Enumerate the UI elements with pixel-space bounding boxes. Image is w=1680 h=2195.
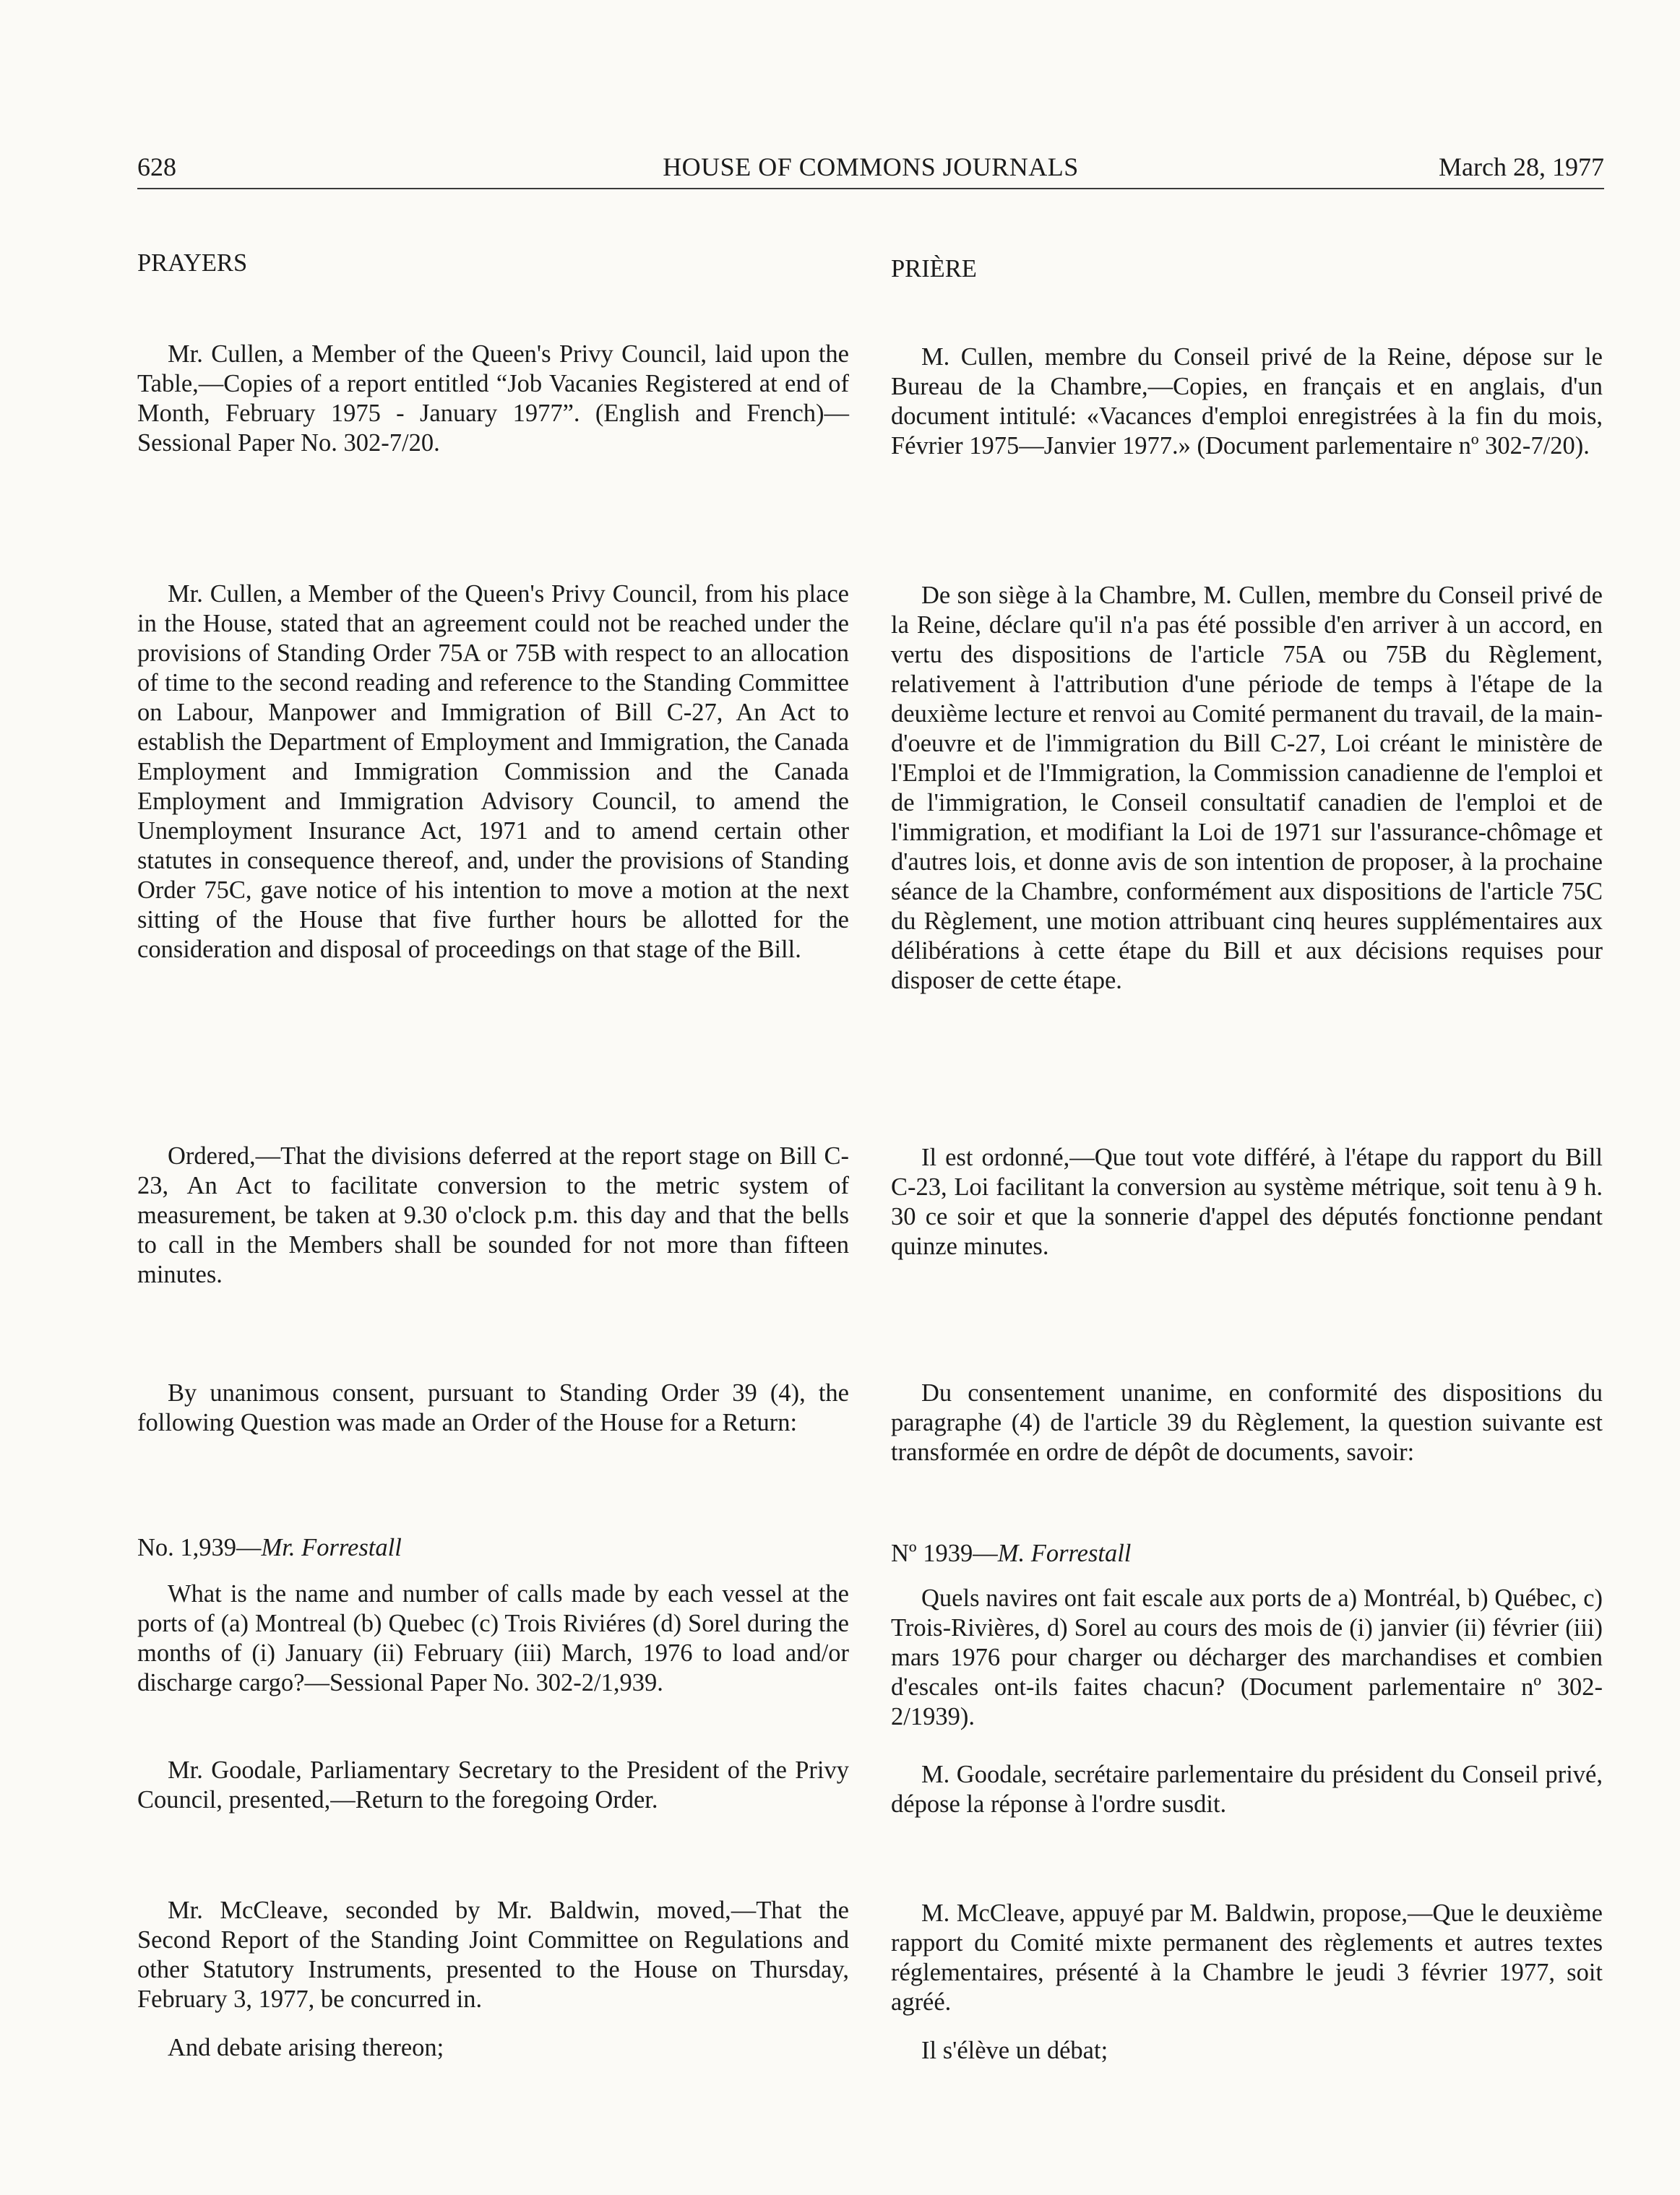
- en-para-debate: And debate arising thereon;: [168, 2034, 444, 2061]
- fr-para-ordered: Il est ordonné,—Que tout vote différé, à l'étape du rapport du Bill C-23, Loi facilitant la conversion au système métrique, soit tenu à 9 h. 30 ce soir et que la sonnerie d'appel des députés fonctionne pendant quinze minutes.: [891, 1144, 1603, 1260]
- fr-para-job-vacancies: M. Cullen, membre du Conseil privé de la Reine, dépose sur le Bureau de la Chambre,—Copies, en français et en anglais, d'un document intitulé: «Vacances d'emploi enregistrées à la fin du mois, Février 1975—Janvier 1977.» (Document parlementaire nº 302-7/20).: [891, 343, 1603, 460]
- en-para-job-vacancies: Mr. Cullen, a Member of the Queen's Privy Council, laid upon the Table,—Copies of a report entitled “Job Vacanies Registered at end of Month, February 1975 - January 1977”. (English and French)—Sessional Paper No. 302-7/20.: [137, 340, 849, 457]
- fr-para-bill-c27: De son siège à la Chambre, M. Cullen, membre du Conseil privé de la Reine, déclare qu'il n'a pas été possible d'en arriver à un accord, en vertu des dispositions de l'article 75A ou 75B du Règlement, relativement à l'attribution d'une période de temps à l'étape de la deuxième lecture et renvoi au Comité permanent du travail, de la main-d'oeuvre et de l'immigration du Bill C-27, Loi créant le ministère de l'Emploi et de l'Immigration, la Commission canadienne de l'emploi et de l'immigration, le Conseil consultatif canadien de l'emploi et de l'immigration, et modifiant la Loi de 1971 sur l'assurance-chômage et d'autres lois, et donne avis de son intention de proposer, à la prochaine séance de la Chambre, conformément aux dispositions de l'article 75C du Règlement, une motion attribuant cinq heures supplémentaires aux délibérations à cette étape du Bill et aux décisions requises pour disposer de cette étape.: [891, 582, 1603, 994]
- fr-para-debate: Il s'élève un débat;: [921, 2037, 1108, 2064]
- page-number: 628: [137, 152, 176, 181]
- en-para-unanimous-consent: By unanimous consent, pursuant to Standing Order 39 (4), the following Question was made an Order of the House for a Return:: [137, 1379, 849, 1436]
- fr-question-text: Quels navires ont fait escale aux ports de a) Montréal, b) Québec, c) Trois-Rivières, d) Sorel au cours des mois de (i) janvier (ii) février (iii) mars 1976 pour charger ou décharger des marchandises et combien d'escales ont-ils faites chacun? (Document parlementaire nº 302-2/1939).: [891, 1584, 1603, 1730]
- fr-para-mccleave: M. McCleave, appuyé par M. Baldwin, propose,—Que le deuxième rapport du Comité mixte permanent des règlements et autres textes réglementaires, présenté à la Chambre le jeudi 3 février 1977, soit agréé.: [891, 1899, 1603, 2016]
- en-para-ordered: Ordered,—That the divisions deferred at the report stage on Bill C-23, An Act to facilitate conversion to the metric system of measurement, be taken at 9.30 o'clock p.m. this day and that the bells to call in the Members shall be sounded for not more than fifteen minutes.: [137, 1142, 849, 1288]
- issue-date: March 28, 1977: [1439, 152, 1604, 181]
- fr-question-number-text: Nº 1939—: [891, 1540, 998, 1567]
- en-question-member: Mr. Forrestall: [261, 1534, 402, 1561]
- fr-para-unanimous-consent: Du consentement unanime, en conformité des dispositions du paragraphe (4) de l'article 39 du Règlement, la question suivante est transformée en ordre de dépôt de documents, savoir:: [891, 1379, 1603, 1466]
- fr-question-member: M. Forrestall: [997, 1540, 1132, 1567]
- fr-para-goodale: M. Goodale, secrétaire parlementaire du président du Conseil privé, dépose la réponse à l'ordre susdit.: [891, 1761, 1603, 1818]
- fr-question-number: [891, 1539, 1603, 1569]
- en-para-mccleave: Mr. McCleave, seconded by Mr. Baldwin, moved,—That the Second Report of the Standing Joint Committee on Regulations and other Statutory Instruments, presented to the House on Thursday, February 3, 1977, be concurred in.: [137, 1897, 849, 2013]
- en-para-goodale: Mr. Goodale, Parliamentary Secretary to the President of the Privy Council, presented,—Return to the foregoing Order.: [137, 1756, 849, 1814]
- en-question-number-text: No. 1,939—: [137, 1534, 262, 1561]
- heading-priere: PRIÈRE: [891, 255, 977, 283]
- en-para-bill-c27: Mr. Cullen, a Member of the Queen's Privy Council, from his place in the House, stated that an agreement could not be reached under the provisions of Standing Order 75A or 75B with respect to an allocation of time to the second reading and reference to the Standing Committee on Labour, Manpower and Immigration of Bill C-27, An Act to establish the Department of Employment and Immigration, the Canada Employment and Immigration Commission and the Canada Employment and Immigration Advisory Council, to amend the Unemployment Insurance Act, 1971 and to amend certain other statutes in consequence thereof, and, under the provisions of Standing Order 75C, gave notice of his intention to move a motion at the next sitting of the House that five further hours be allotted for the consideration and disposal of proceedings on that stage of the Bill.: [137, 580, 849, 963]
- heading-prayers: PRAYERS: [137, 249, 248, 277]
- en-question-text: What is the name and number of calls made by each vessel at the ports of (a) Montreal (b) Quebec (c) Trois Riviéres (d) Sorel during the months of (i) January (ii) February (iii) March, 1976 to load and/or discharge cargo?—Sessional Paper No. 302-2/1,939.: [137, 1580, 849, 1696]
- page-header: [137, 149, 1604, 189]
- journal-title: HOUSE OF COMMONS JOURNALS: [663, 152, 1079, 181]
- en-question-number: [137, 1533, 849, 1563]
